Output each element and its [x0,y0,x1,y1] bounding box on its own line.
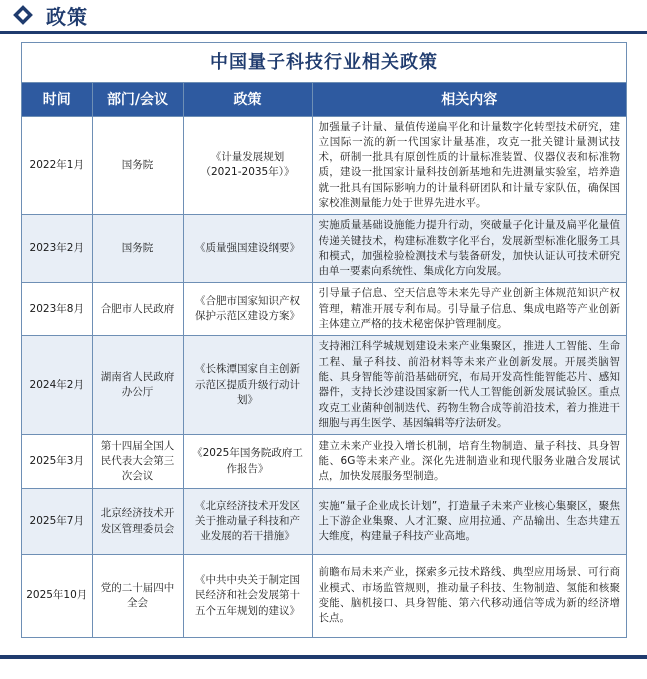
cell-dept: 第十四届全国人民代表大会第三次会议 [92,435,183,489]
cell-policy: 《合肥市国家知识产权保护示范区建设方案》 [183,283,312,336]
table-row [22,489,626,555]
page-header [0,0,647,30]
cell-dept: 合肥市人民政府 [92,283,183,336]
cell-policy: 《2025年国务院政府工作报告》 [183,435,312,489]
cell-dept: 北京经济技术开发区管理委员会 [92,489,183,555]
cell-time: 2024年2月 [22,336,92,435]
diamond-icon [12,4,34,26]
column-header-dept: 部门/会议 [92,83,183,116]
cell-dept: 国务院 [92,116,183,215]
column-header-time: 时间 [22,83,92,116]
cell-time: 2025年7月 [22,489,92,555]
policy-table [22,83,626,637]
cell-time: 2023年2月 [22,215,92,283]
table-title: 中国量子科技行业相关政策 [22,43,626,83]
cell-time: 2025年3月 [22,435,92,489]
cell-dept: 国务院 [92,215,183,283]
section-title: 政策 [46,5,88,29]
cell-policy: 《长株潭国家自主创新示范区提质升级行动计划》 [183,336,312,435]
cell-dept: 湖南省人民政府办公厅 [92,336,183,435]
cell-policy: 《中共中央关于制定国民经济和社会发展第十五个五年规划的建议》 [183,555,312,637]
footer-bar [0,655,647,659]
table-row [22,283,626,336]
table-row [22,116,626,215]
cell-policy: 《质量强国建设纲要》 [183,215,312,283]
cell-content: 实施质量基础设施能力提升行动，突破量子化计量及扁平化量值传递关键技术，构建标准数字化平台，发展新型标准化服务工具和模式，加强检验检测技术与装备研发，加快认证认可技术研究由单一要素向系统性、集成化方向发展。 [312,215,626,283]
cell-content: 加强量子计量、量值传递扁平化和计量数字化转型技术研究，建立国际一流的新一代国家计量基准，攻克一批关键计量测试技术，研制一批具有原创性质的计量标准装置、仪器仪表和标准物质，建设一批国家计量科技创新基地和先进测量实验室，培养造就一批具有国际影响力的计量科研团队和计量专家队伍，确保国家校准测量能力处于世界先进水平。 [312,116,626,215]
header-divider [0,31,647,34]
cell-time: 2025年10月 [22,555,92,637]
cell-content: 建立未来产业投入增长机制，培育生物制造、量子科技、具身智能、6G等未来产业。深化先进制造业和现代服务业融合发展试点，加快发展服务型制造。 [312,435,626,489]
table-row [22,555,626,637]
cell-policy: 《北京经济技术开发区关于推动量子科技和产业发展的若干措施》 [183,489,312,555]
cell-content: 支持湘江科学城规划建设未来产业集聚区，推进人工智能、生命工程、量子科技、前沿材料等未来产业创新发展。开展类脑智能、具身智能等前沿基础研究，布局开发高性能智能芯片、感知器件，支持长沙建设国家新一代人工智能创新发展试验区。重点攻克工业菌种创制迭代、药物生物合成等前沿技术，着力推进干细胞与再生医学、基因编辑等疗法研发。 [312,336,626,435]
table-row [22,435,626,489]
cell-dept: 党的二十届四中全会 [92,555,183,637]
table-header-row [22,83,626,116]
cell-content: 实施“量子企业成长计划”，打造量子未来产业核心集聚区，聚焦上下游企业集聚、人才汇聚、应用拉通、产品输出、生态共建五大维度，构建量子科技产业高地。 [312,489,626,555]
cell-time: 2023年8月 [22,283,92,336]
table-row [22,215,626,283]
column-header-policy: 政策 [183,83,312,116]
cell-content: 前瞻布局未来产业，探索多元技术路线、典型应用场景、可行商业模式、市场监管规则，推动量子科技、生物制造、氢能和核聚变能、脑机接口、具身智能、第六代移动通信等成为新的经济增长点。 [312,555,626,637]
policy-table-container [21,42,627,638]
cell-policy: 《计量发展规划（2021-2035年）》 [183,116,312,215]
cell-time: 2022年1月 [22,116,92,215]
table-row [22,336,626,435]
cell-content: 引导量子信息、空天信息等未来先导产业创新主体规范知识产权管理，精准开展专利布局。引导量子信息、集成电路等产业创新主体建立严格的技术秘密保护管理制度。 [312,283,626,336]
column-header-content: 相关内容 [312,83,626,116]
